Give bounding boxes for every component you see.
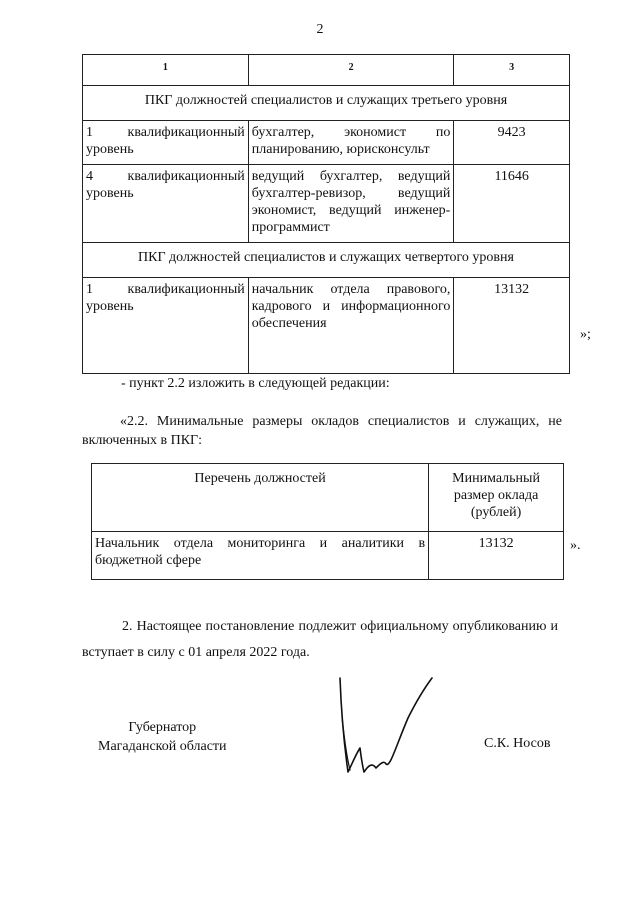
salary-value: 13132 bbox=[429, 532, 564, 580]
column-header: 2 bbox=[248, 55, 454, 86]
position-name: Начальник отдела мониторинга и аналитики в бюджетной сфере bbox=[92, 532, 429, 580]
signatory-name: С.К. Носов bbox=[484, 736, 551, 751]
section-row bbox=[83, 86, 570, 121]
amendment-text: «2.2. Минимальные размеры окладов специалистов и служащих, не включенных в ПКГ: bbox=[82, 414, 562, 448]
page-number: 2 bbox=[316, 22, 324, 37]
signatory-title-line: Магаданской области bbox=[98, 739, 227, 754]
table-header-row bbox=[83, 55, 570, 86]
column-header: Минимальный размер оклада (рублей) bbox=[429, 464, 564, 532]
salary-value: 9423 bbox=[454, 121, 570, 165]
positions-list: ведущий бухгалтер, ведущий бухгалтер-ревизор, ведущий экономист, ведущий инженер-программист bbox=[248, 165, 454, 243]
table-row bbox=[83, 121, 570, 165]
handwritten-signature bbox=[334, 676, 444, 786]
salary-table-pkg bbox=[82, 54, 570, 374]
closing-quote: »; bbox=[580, 327, 591, 342]
section-title: ПКГ должностей специалистов и служащих третьего уровня bbox=[83, 86, 570, 121]
section-row bbox=[83, 243, 570, 278]
table-row bbox=[83, 165, 570, 243]
table-row bbox=[92, 532, 564, 580]
salary-table-other bbox=[91, 463, 564, 580]
positions-list: бухгалтер, экономист по планированию, юрисконсульт bbox=[248, 121, 454, 165]
section-title: ПКГ должностей специалистов и служащих четвертого уровня bbox=[83, 243, 570, 278]
amendment-paragraph: - пункт 2.2 изложить в следующей редакции: bbox=[121, 376, 390, 391]
table-header-row bbox=[92, 464, 564, 532]
salary-value: 11646 bbox=[454, 165, 570, 243]
column-header: Перечень должностей bbox=[92, 464, 429, 532]
qualification-level: 4 квалификационный уровень bbox=[83, 165, 249, 243]
column-header: 3 bbox=[454, 55, 570, 86]
qualification-level: 1 квалификационный уровень bbox=[83, 278, 249, 374]
signatory-title-line: Губернатор bbox=[128, 720, 197, 735]
effective-date-paragraph: 2. Настоящее постановление подлежит официальному опубликованию и вступает в силу с 01 апреля 2022 года. bbox=[82, 619, 558, 660]
closing-quote: ». bbox=[570, 538, 581, 553]
qualification-level: 1 квалификационный уровень bbox=[83, 121, 249, 165]
positions-list: начальник отдела правового, кадрового и информационного обеспечения bbox=[248, 278, 454, 374]
salary-value: 13132 bbox=[454, 278, 570, 374]
table-row bbox=[83, 278, 570, 374]
column-header: 1 bbox=[83, 55, 249, 86]
signatory-title bbox=[98, 718, 227, 756]
